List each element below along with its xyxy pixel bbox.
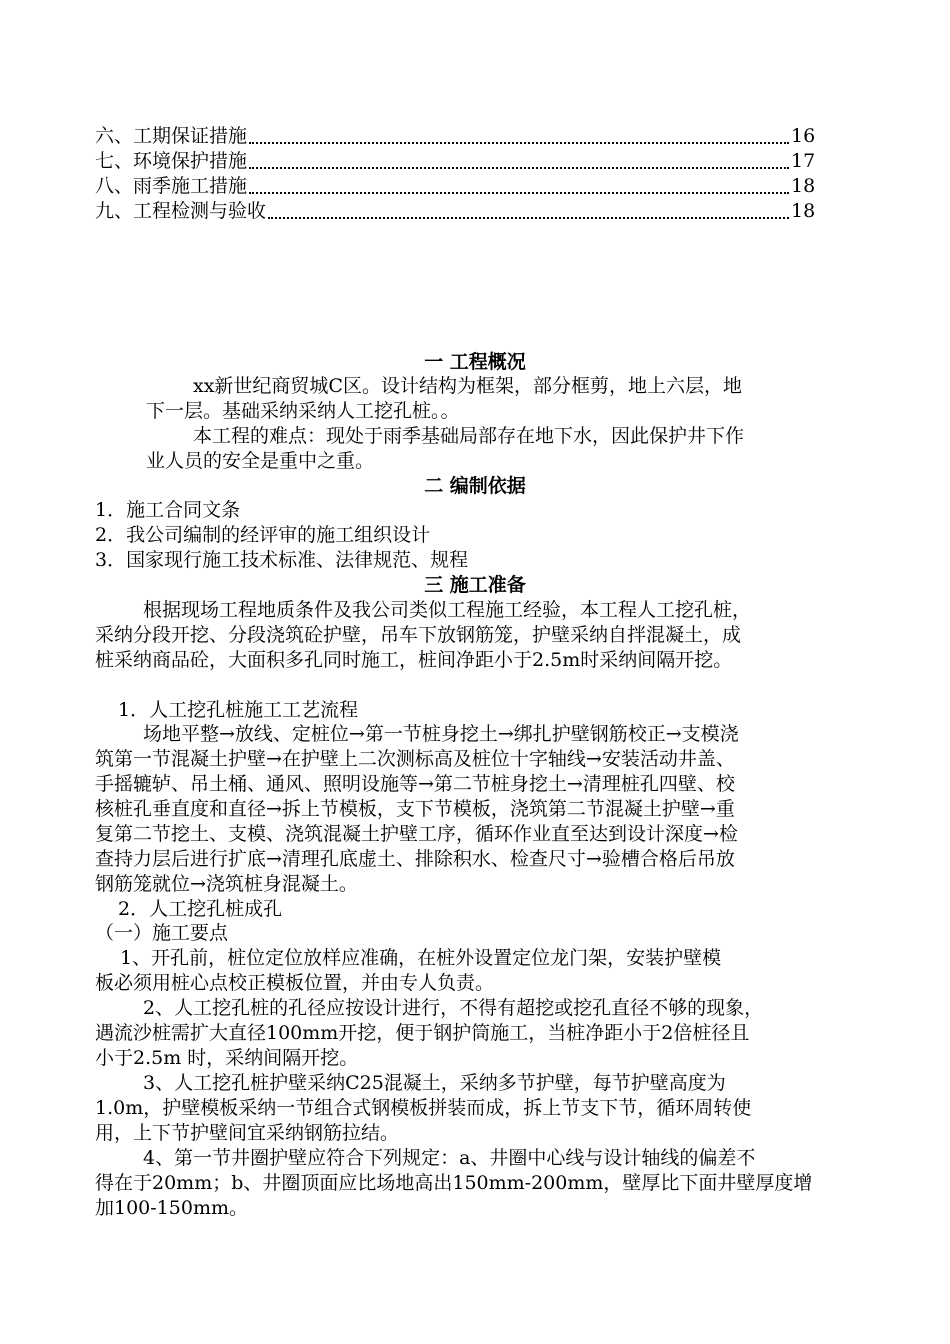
- paragraph-line: 手摇辘轳、吊土桶、通风、照明设施等→第二节桩身挖土→清理桩孔四壁、校: [95, 773, 735, 795]
- paragraph-line: 遇流沙桩需扩大直径100mm开挖，便于钢护筒施工，当桩净距小于2倍桩径且: [95, 1022, 750, 1044]
- paragraph-line: xx新世纪商贸城C区。设计结构为框架，部分框剪，地上六层，地: [193, 375, 742, 397]
- paragraph-line: 得在于20mm；b、井圈顶面应比场地高出150mm-200mm，壁厚比下面井壁厚度增: [95, 1172, 813, 1194]
- paragraph-line: 根据现场工程地质条件及我公司类似工程施工经验，本工程人工挖孔桩，: [143, 599, 752, 621]
- subsection-title: 2．人工挖孔桩成孔: [118, 898, 283, 920]
- toc-leader-dots: [268, 217, 789, 219]
- paragraph-line: 1、开孔前，桩位定位放样应准确，在桩外设置定位龙门架，安装护壁模: [120, 947, 722, 969]
- paragraph-line: 场地平整→放线、定桩位→第一节桩身挖土→绑扎护壁钢筋校正→支模浇: [143, 723, 739, 745]
- toc-page-number: 17: [791, 150, 816, 172]
- paragraph-line: 查持力层后进行扩底→清理孔底虚土、排除积水、检查尺寸→验槽合格后吊放: [95, 848, 735, 870]
- toc-page-number: 18: [791, 175, 816, 197]
- paragraph-line: 核桩孔垂直度和直径→拆上节模板，支下节模板，浇筑第二节混凝土护壁→重: [95, 798, 735, 820]
- paragraph-line: 复第二节挖土、支模、浇筑混凝土护壁工序，循环作业直至达到设计深度→检: [95, 823, 738, 845]
- section-heading-preparation: 三 施工准备: [424, 574, 526, 596]
- toc-row[interactable]: [95, 124, 815, 149]
- section-heading-basis: 二 编制依据: [424, 475, 526, 497]
- paragraph-line: 加100-150mm。: [95, 1197, 248, 1219]
- paragraph-line: 采纳分段开挖、分段浇筑砼护壁，吊车下放钢筋笼，护壁采纳自拌混凝土，成: [95, 624, 742, 646]
- paragraph-line: 3、人工挖孔桩护壁采纳C25混凝土，采纳多节护壁，每节护壁高度为: [143, 1072, 726, 1094]
- paragraph-line: 筑第一节混凝土护壁→在护壁上二次测标高及桩位十字轴线→安装活动井盖、: [95, 748, 735, 770]
- section-heading-overview: 一 工程概况: [424, 351, 526, 373]
- paragraph-line: 1.0m，护壁模板采纳一节组合式钢模板拼装而成，拆上节支下节，循环周转使: [95, 1097, 752, 1119]
- toc-row[interactable]: [95, 174, 815, 199]
- toc-leader-dots: [249, 142, 789, 144]
- paragraph-line: 业人员的安全是重中之重。: [146, 450, 375, 472]
- paragraph-line: 下一层。基础采纳采纳人工挖孔桩。。: [146, 400, 460, 422]
- toc-page-number: 16: [791, 125, 816, 147]
- list-item: 3．国家现行施工技术标准、法律规范、规程: [95, 549, 469, 571]
- subsection-subtitle: （一）施工要点: [95, 922, 229, 944]
- paragraph-line: 板必须用桩心点校正模板位置，并由专人负责。: [95, 972, 495, 994]
- toc-row[interactable]: [95, 199, 815, 224]
- paragraph-line: 小于2.5m 时，采纳间隔开挖。: [95, 1047, 359, 1069]
- toc-title: 八、雨季施工措施: [95, 175, 248, 197]
- list-item: 1．施工合同文条: [95, 499, 241, 521]
- paragraph-line: 2、人工挖孔桩的孔径应按设计进行，不得有超挖或挖孔直径不够的现象，: [143, 997, 764, 1019]
- toc-leader-dots: [249, 192, 789, 194]
- toc-row[interactable]: [95, 149, 815, 174]
- paragraph-line: 钢筋笼就位→浇筑桩身混凝土。: [95, 873, 358, 895]
- subsection-title: 1．人工挖孔桩施工工艺流程: [118, 699, 359, 721]
- paragraph-line: 桩采纳商品砼，大面积多孔同时施工，桩间净距小于2.5m时采纳间隔开挖。: [95, 649, 733, 671]
- toc-title: 七、环境保护措施: [95, 150, 248, 172]
- toc-title: 九、工程检测与验收: [95, 200, 267, 222]
- paragraph-line: 4、第一节井圈护壁应符合下列规定：a、井圈中心线与设计轴线的偏差不: [143, 1147, 756, 1169]
- list-item: 2．我公司编制的经评审的施工组织设计: [95, 524, 431, 546]
- toc-page-number: 18: [791, 200, 816, 222]
- paragraph-line: 用，上下节护壁间宜采纳钢筋拉结。: [95, 1122, 400, 1144]
- toc-title: 六、工期保证措施: [95, 125, 248, 147]
- toc-leader-dots: [249, 167, 789, 169]
- paragraph-line: 本工程的难点：现处于雨季基础局部存在地下水，因此保护井下作: [193, 425, 745, 447]
